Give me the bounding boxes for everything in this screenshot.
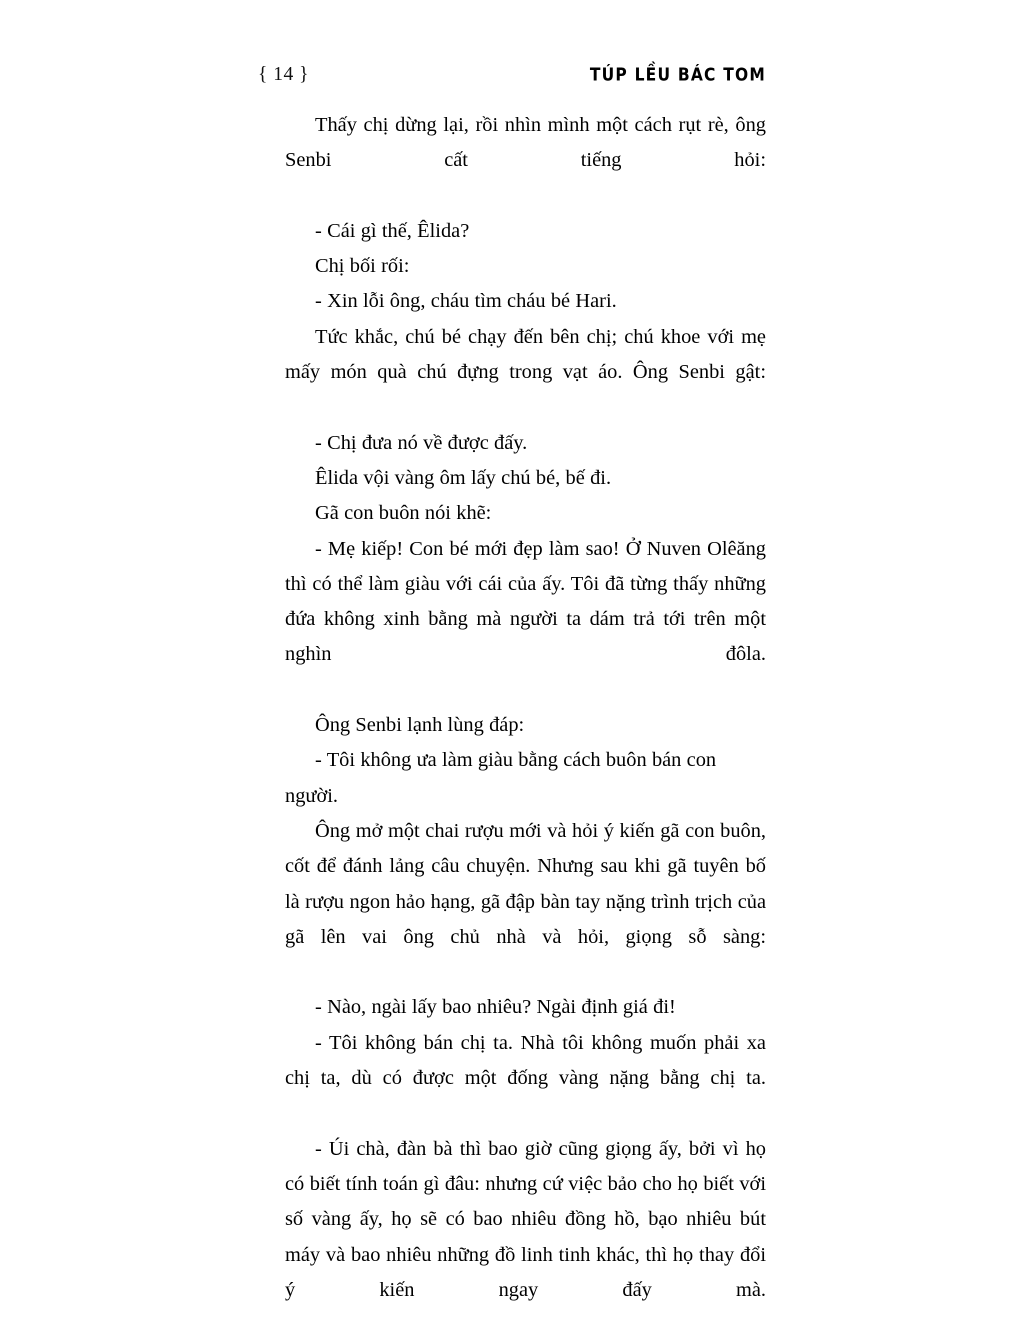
book-title: TÚP LỀU BÁC TOM	[589, 64, 766, 86]
paragraph: - Tôi không bán chị ta. Nhà tôi không muốn phải xa chị ta, dù có được một đống vàng nặng bằng chị ta.	[285, 1031, 766, 1090]
paragraph: Ông Senbi lạnh lùng đáp:	[315, 714, 525, 737]
paragraph: - Chị đưa nó về được đấy.	[315, 431, 528, 454]
paragraph: - Tôi không ưa làm giàu bằng cách buôn bán con người.	[285, 749, 717, 807]
paragraph: Thấy chị dừng lại, rồi nhìn mình một cách rụt rè, ông Senbi cất tiếng hỏi:	[285, 114, 766, 172]
paragraph: - Cái gì thế, Êlida?	[315, 219, 470, 242]
paragraph: Tức khắc, chú bé chạy đến bên chị; chú khoe với mẹ mấy món quà chú đựng trong vạt áo. Ông Senbi gật:	[285, 325, 766, 384]
paragraph: - Úi chà, đàn bà thì bao giờ cũng giọng ấy, bởi vì họ có biết tính toán gì đâu: nhưng cứ việc bảo cho họ biết với số vàng ấy, họ sẽ có bao nhiêu đồng hồ, bạo nhiêu bút máy và bao nhiêu những đồ linh tinh khác, thì họ thay đổi ý kiến ngay đấy mà.	[285, 1137, 766, 1301]
paragraph: - Mẹ kiếp! Con bé mới đẹp làm sao! Ở Nuven Olêăng thì có thể làm giàu với cái của ấy. Tôi đã từng thấy những đứa không xinh bằng mà người ta dám trả tới trên một nghìn đôla.	[285, 537, 766, 666]
paragraph: Gã con buôn nói khẽ:	[315, 502, 492, 525]
paragraph: Chị bối rối:	[315, 255, 410, 278]
paragraph: Ông mở một chai rượu mới và hỏi ý kiến gã con buôn, cốt để đánh lảng câu chuyện. Nhưng sau khi gã tuyên bố là rượu ngon hảo hạng, gã đập bàn tay nặng trình trịch của gã lên vai ông chủ nhà và hỏi, giọng sỗ sàng:	[285, 819, 766, 948]
running-head	[258, 58, 766, 92]
paragraph: Êlida vội vàng ôm lấy chú bé, bế đi.	[315, 466, 612, 489]
body-text-block	[285, 108, 766, 1343]
paragraph: - Nào, ngài lấy bao nhiêu? Ngài định giá đi!	[315, 996, 676, 1019]
paragraph: - Xin lỗi ông, cháu tìm cháu bé Hari.	[315, 290, 617, 313]
page-folio: { 14 }	[258, 64, 309, 85]
